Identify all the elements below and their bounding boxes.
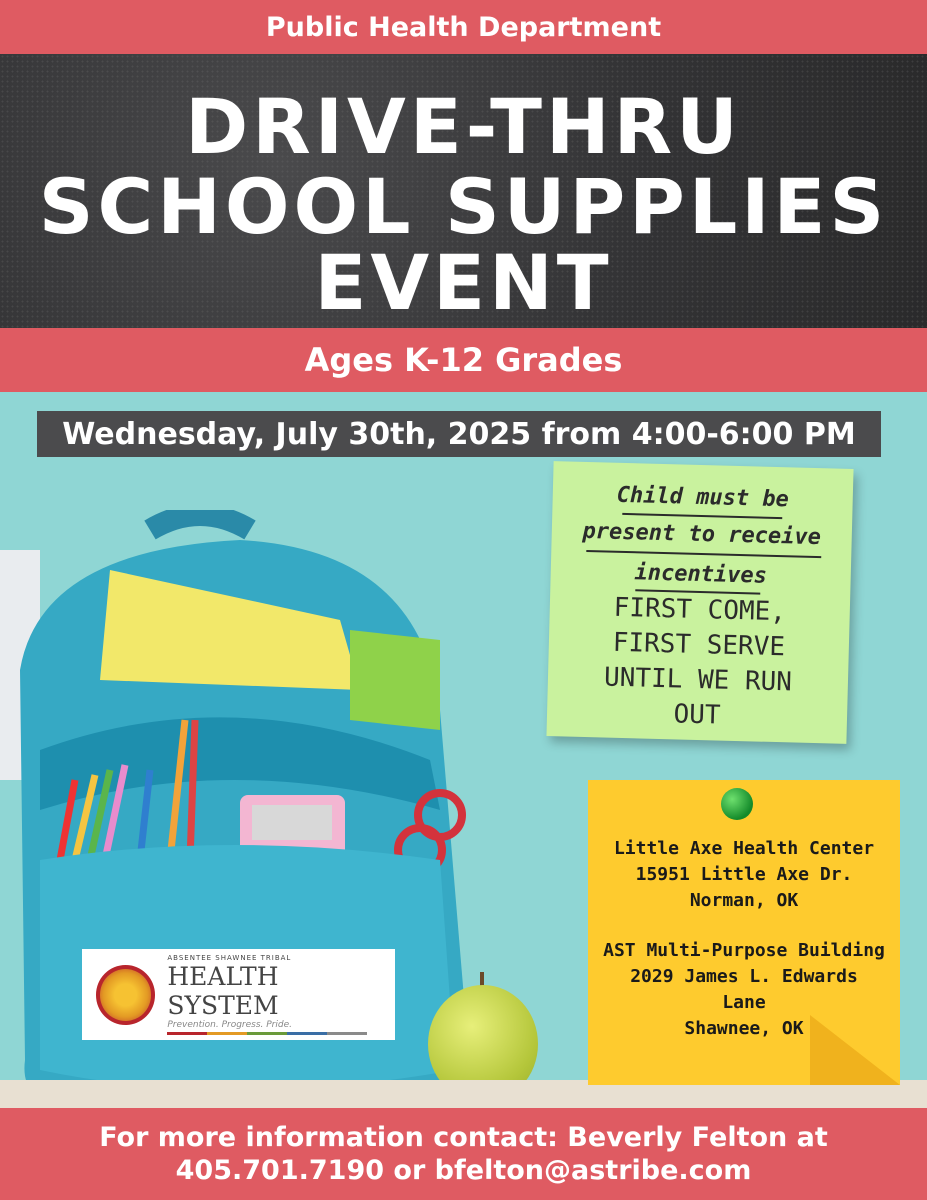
green-sticky-note <box>546 461 853 744</box>
logo-tagline: Prevention. Progress. Pride. <box>167 1020 292 1030</box>
contact-line2: 405.701.7190 or bfelton@astribe.com <box>175 1155 752 1186</box>
department-banner <box>0 0 927 54</box>
event-date: Wednesday, July 30th, 2025 from 4:00-6:00 PM <box>62 416 856 452</box>
note-line3: incentives <box>634 560 768 589</box>
logo-big-text: HEALTH SYSTEM <box>167 962 279 1020</box>
event-title-line2: SCHOOL SUPPLIES <box>38 162 889 251</box>
note-line7: OUT <box>673 699 721 731</box>
page-curl <box>810 1015 900 1085</box>
location1-street: 15951 Little Axe Dr. <box>635 864 853 885</box>
location2-street2: Lane <box>722 992 766 1013</box>
location2-street: 2029 James L. Edwards <box>630 966 858 987</box>
location1-name: Little Axe Health Center <box>613 838 875 859</box>
contact-banner <box>0 1108 927 1200</box>
ages-banner <box>0 328 927 392</box>
tribal-seal-icon <box>96 965 155 1025</box>
contact-line1: For more information contact: Beverly Felton at <box>99 1122 828 1153</box>
note-line4: FIRST COME, <box>613 592 787 628</box>
event-date-box <box>37 411 881 457</box>
location2-city: Shawnee, OK <box>684 1018 804 1039</box>
department-name: Public Health Department <box>265 11 662 43</box>
health-system-logo <box>82 949 395 1040</box>
location1-city: Norman, OK <box>689 890 799 911</box>
ages-text: Ages K-12 Grades <box>304 341 623 379</box>
yellow-sticky-note <box>588 780 900 1085</box>
location2-name: AST Multi-Purpose Building <box>603 940 885 961</box>
note-line6: UNTIL WE RUN <box>603 662 793 698</box>
push-pin-icon <box>721 788 753 820</box>
note-line5: FIRST SERVE <box>612 627 786 663</box>
event-title-line1: DRIVE-THRU <box>185 82 742 171</box>
logo-color-bar <box>167 1032 367 1035</box>
event-title-line3: EVENT <box>314 238 613 327</box>
note-line2: present to receive <box>582 518 822 551</box>
logo-small-text: ABSENTEE SHAWNEE TRIBAL <box>167 954 292 962</box>
note-line1: Child must be <box>616 482 790 513</box>
